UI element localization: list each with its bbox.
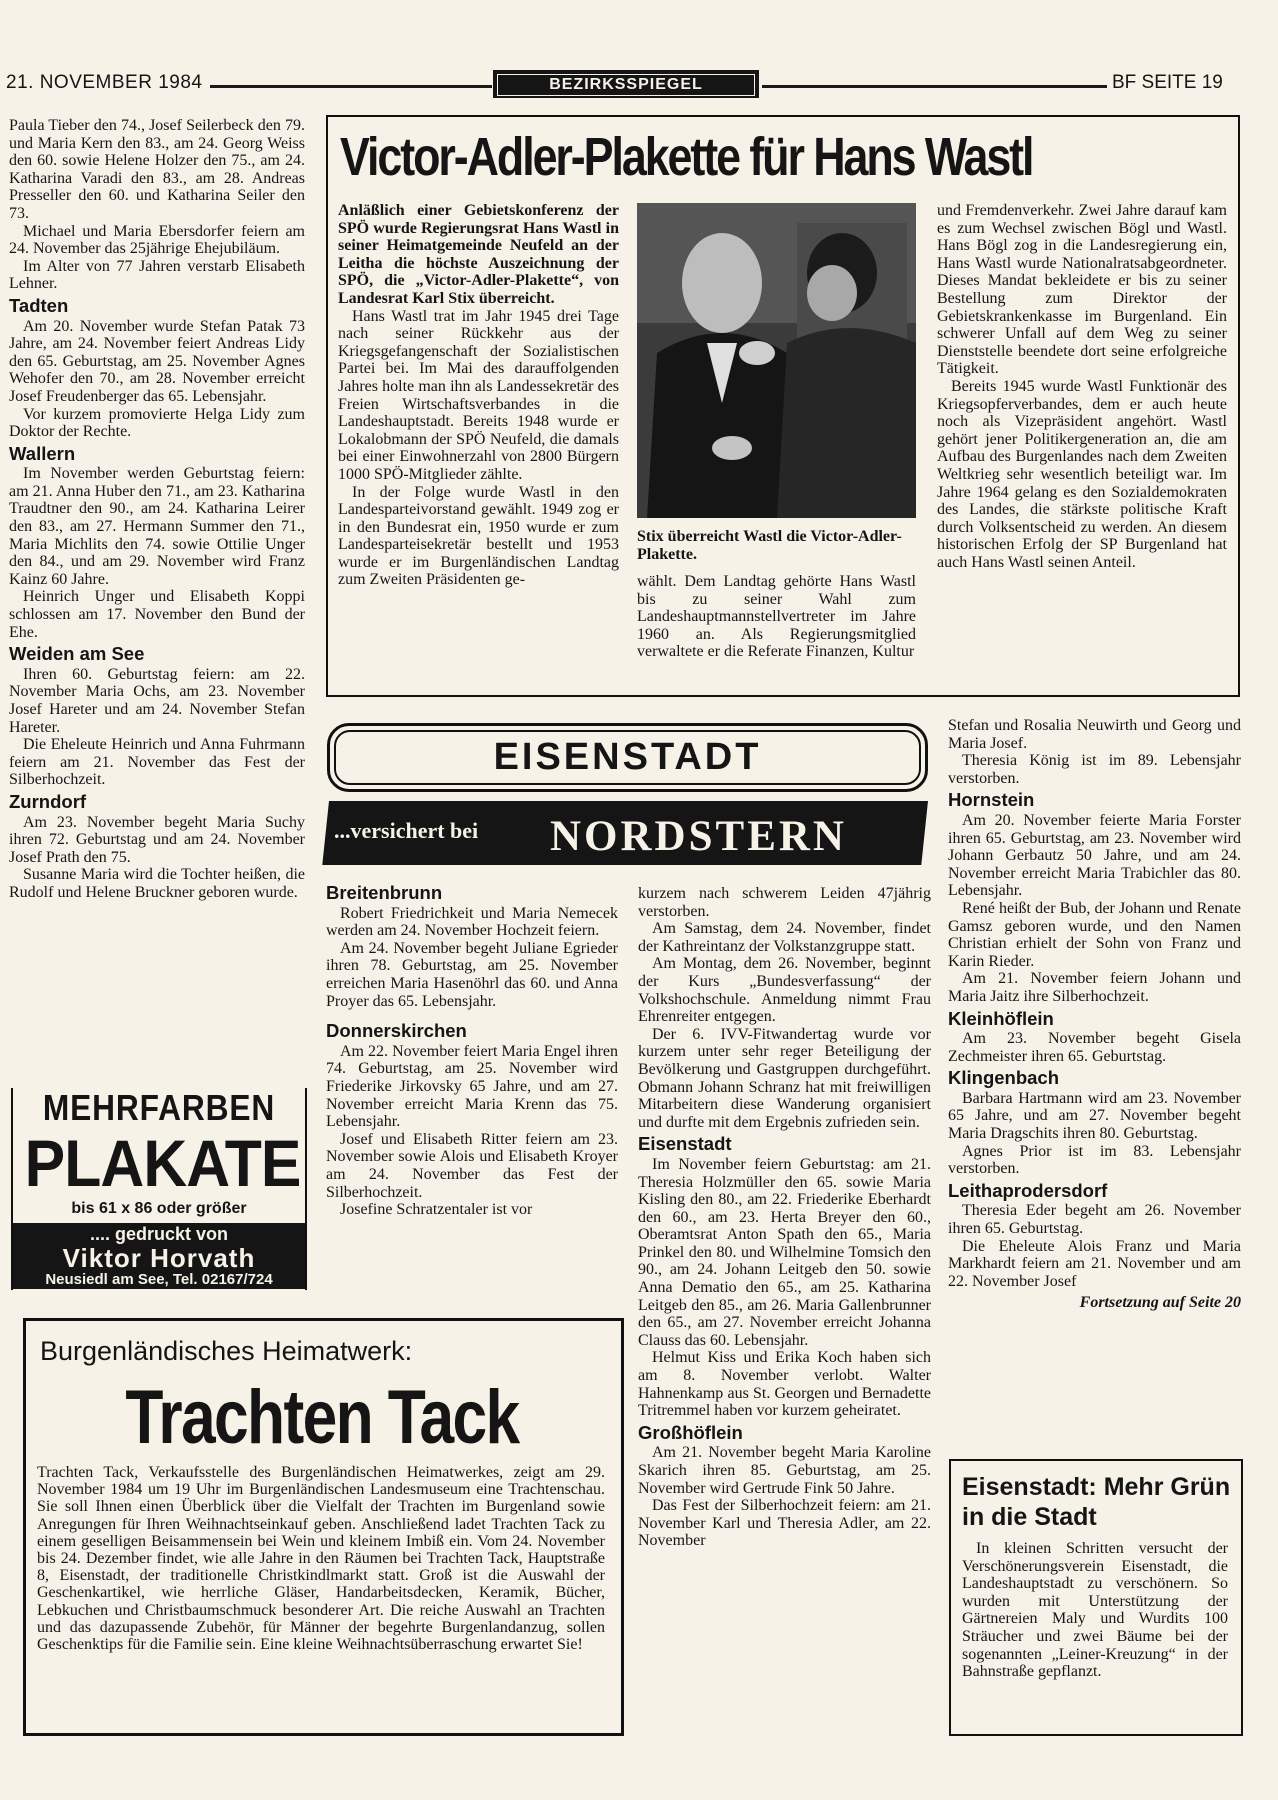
adler-headline: Victor-Adler-Plakette für Hans Wastl (340, 127, 1033, 187)
paragraph: Robert Friedrichkeit und Maria Nemecek werden am 24. November Hochzeit feiern. (326, 904, 618, 940)
plakate-line6: Neusiedl am See, Tel. 02167/724 (45, 1271, 273, 1288)
paragraph: Am 22. November feiert Maria Engel ihren 74. Geburtstag, am 25. November wird Friederike Jirkovsky 65 Jahre, und am 27. November erreicht Maria Krenn das 75. Lebensjahr. (326, 1042, 618, 1131)
paragraph: Das Fest der Silberhochzeit feiern: am 21. November Karl und Theresia Adler, am 22. November (638, 1497, 931, 1550)
adler-column-left (338, 202, 619, 589)
paragraph: und Fremdenverkehr. Zwei Jahre darauf kam es zum Wechsel zwischen Bögl und Wastl. Hans Bögl zog in die Landesregierung ein, Hans Wastl wurde Nationalratsabgeordneter. Dieses Mandat bekleidete er bis zu seiner Bestellung zum Direktor der Gebietskrankenkasse im Burgenland. Ein schwerer Unfall auf dem Weg zu seiner Dienststelle beendete dort seine erfolgreiche Tätigkeit. (937, 202, 1227, 378)
paragraph: Helmut Kiss und Erika Koch haben sich am 8. November verlobt. Walter Hahnenkamp aus St. Georgen und Bernadette Tritremmel haben vor kurzem geheiratet. (638, 1349, 931, 1420)
adler-column-mid (637, 573, 916, 661)
paragraph: Susanne Maria wird die Tochter heißen, die Rudolf und Helene Bruckner geboren wurde. (9, 866, 305, 901)
paragraph: Die Eheleute Heinrich und Anna Fuhrmann feiern am 21. November das Fest der Silberhochzeit. (9, 736, 305, 789)
section-heading: Weiden am See (9, 643, 145, 665)
photo-illustration (637, 203, 916, 518)
adler-photo (637, 203, 916, 518)
paragraph: Am Samstag, dem 24. November, findet der Kathreintanz der Volkstanzgruppe statt. (638, 920, 931, 955)
section-heading: Kleinhöflein (948, 1007, 1054, 1029)
section-label-box (493, 70, 759, 98)
plakate-line2: PLAKATE (24, 1126, 301, 1200)
plakate-printer-block (13, 1223, 305, 1289)
plakate-line1: MEHRFARBEN (42, 1087, 276, 1128)
paragraph: Heinrich Unger und Elisabeth Koppi schlossen am 17. November den Bund der Ehe. (9, 588, 305, 641)
paragraph: Am 21. November feiern Johann und Maria Jaitz ihre Silberhochzeit. (948, 970, 1241, 1005)
column-4 (948, 717, 1241, 1312)
paragraph: Hans Wastl trat im Jahr 1945 drei Tage nach seiner Rückkehr aus der Kriegsgefangenschaft der Sozialistischen Partei bei. Im Mai des darauffolgenden Jahres holte man ihn als Landessekretär des Freien Wirtschaftsverbandes in die Landeshauptstadt. Bereits 1948 wurde er Lokalobmann der SPÖ Neufeld, die damals bei einer Einwohnerzahl von 2800 Bürgern 1000 SPÖ-Mitglieder zählte. (338, 307, 619, 483)
section-heading: Zurndorf (9, 790, 87, 812)
paragraph: Theresia König ist im 89. Lebensjahr verstorben. (948, 752, 1241, 787)
section-heading: Wallern (9, 442, 76, 464)
paragraph: Josef und Elisabeth Ritter feiern am 23. November sowie Alois und Elisabeth Kroyer am 24. November das Fest der Silberhochzeit. (326, 1130, 618, 1201)
adler-column-right (937, 202, 1227, 571)
adler-lead: Anläßlich einer Gebietskonferenz der SPÖ wurde Regierungsrat Hans Wastl in seiner Heimatgemeinde Neufeld an der Leitha die höchste Auszeichnung der SPÖ, die „Victor-Adler-Plakette“, von Landesrat Karl Stix überreicht. (338, 202, 619, 307)
paragraph: Im November werden Geburtstag feiern: am 21. Anna Huber den 71., am 23. Katharina Traudtner den 90., am 24. Katharina Leirer den 83., am 27. Hermann Summer den 71., Maria Michlits den 74. sowie Ottilie Unger den 84., und am 29. November wird Franz Kainz 60 Jahre. (9, 465, 305, 588)
paragraph: Bereits 1945 wurde Wastl Funktionär des Kriegsopferverbandes, dem er auch heute noch als Vizepräsident angehört. Wastl gehört jener Politikergeneration an, die am Aufbau des Burgenlandes nach dem Zweiten Weltkrieg sehr wesentlich beteiligt war. Im Jahre 1964 gelang es den Sozialdemokraten des Landes, die stärkste politische Kraft durch Volksentscheid zu werden. An diesem historischen Erfolg der SP Burgenland hat auch Hans Wastl seinen Anteil. (937, 377, 1227, 571)
paragraph: Die Eheleute Alois Franz und Maria Markhardt feiern am 21. November und am 22. November Josef (948, 1237, 1241, 1290)
gruen-title: Eisenstadt: Mehr Grün in die Stadt (962, 1473, 1231, 1531)
paragraph: Barbara Hartmann wird am 23. November 65 Jahre, und am 27. November begeht Maria Dragschits ihren 80. Geburtstag. (948, 1089, 1241, 1143)
paragraph: Ihren 60. Geburtstag feiern: am 22. November Maria Ochs, am 23. November Josef Hareter und am 24. November Stefan Hareter. (9, 665, 305, 736)
column-2 (326, 880, 618, 1219)
paragraph: Josefine Schratzentaler ist vor (340, 1201, 533, 1219)
paragraph: Stefan und Rosalia Neuwirth und Georg und Maria Josef. (948, 717, 1241, 752)
trachten-text: Trachten Tack, Verkaufsstelle des Burgenländischen Heimatwerkes, zeigt am 29. November 1984 um 19 Uhr im Burgenländischen Landesmuseum eine Trachtenschau. Sie soll Ihnen einen Überblick über die Vielfalt der Trachten im Burgenland sowie Anregungen für Ihren Weihnachtseinkauf geben. Anschließend ladet Trachten Tack zu einem geselligen Beisammensein bei Wein und kleinem Imbiß ein. Vom 24. November bis 24. Dezember findet, wie alle Jahre in den Räumen bei Trachten Tack, Hauptstraße 8, Eisenstadt, der traditionelle Christkindlmarkt statt. Groß ist die Auswahl der Geschenkartikel, wie herrliche Gläser, Handarbeitsdecken, Keramik, Bücher, Lebkuchen und Christbaumschmuck besonderer Art. Die reiche Auswahl an Trachten und das dazupassende Zubehör, für Männer der begehrte Burgenlandanzug, sollen Geschenktips für die Familie sein. Eine kleine Weihnachtsüberraschung erwartet Sie! (37, 1464, 605, 1654)
paragraph: Im November feiern Geburtstag: am 21. Theresia Holzmüller den 65. sowie Maria Kisling den 80., am 22. Friederike Eberhardt den 60., am 23. Herta Breyer den 60., Oberamtsrat Anton Spath den 65., Maria Prinkel den 80. und Wilhelmine Tomsich den 90., am 24. Johann Leitgeb den 50. sowie Anna Dematio den 65., am 25. Katharina Leitgeb den 85., am 26. Maria Gallenbrunner den 65., am 27. November erreicht Johanna Clauss das 60. Lebensjahr. (638, 1155, 931, 1349)
continuation-note: Fortsetzung auf Seite 20 (1079, 1294, 1241, 1312)
paragraph: Vor kurzem promovierte Helga Lidy zum Doktor der Rechte. (9, 405, 305, 441)
paragraph: René heißt der Bub, der Johann und Renate Gamsz geboren wurde, und den Namen Christian erhielt der Sohn von Franz und Karin Rieder. (948, 899, 1241, 970)
nordstern-big: NORDSTERN (550, 813, 847, 860)
section-heading: Donnerskirchen (326, 1020, 467, 1042)
header-rule-left (210, 85, 492, 88)
section-heading: Leithaprodersdorf (948, 1179, 1108, 1201)
paragraph: Der 6. IVV-Fitwandertag wurde vor kurzem unter sehr reger Beteiligung der Bevölkerung und Gastgruppen durchgeführt. Obmann Johann Schranz hat mit freiwilligen Mitarbeitern diese Wanderung organisiert und durfte mit dem Ergebnis zufrieden sein. (638, 1025, 931, 1131)
section-heading: Großhöflein (638, 1421, 743, 1443)
paragraph: Am Montag, dem 26. November, beginnt der Kurs „Bundesverfassung“ der Volkshochschule. Anmeldung nimmt Frau Ehrenreiter entgegen. (638, 955, 931, 1026)
plakate-line4: .... gedruckt von (89, 1224, 229, 1244)
paragraph: Paula Tieber den 74., Josef Seilerbeck den 79. und Maria Kern den 83., am 24. Georg Weiss den 60. sowie Helene Holzer den 75., am 24. Katharina Varadi den 83., am 28. Andreas Presseller den 60. und Katharina Seiler den 73. (9, 117, 305, 222)
section-heading: Hornstein (948, 789, 1035, 811)
section-heading: Breitenbrunn (326, 882, 443, 903)
section-heading: Tadten (9, 294, 69, 316)
eisenstadt-banner (327, 723, 928, 792)
paragraph: wählt. Dem Landtag gehörte Hans Wastl bis zu seiner Wahl zum Landeshauptmannstellvertreter im Jahre 1960 an. Als Regierungsmitglied verwaltete er die Referate Finanzen, Kultur (637, 573, 916, 661)
plakate-line5: Viktor Horvath (62, 1243, 256, 1273)
paragraph: Im Alter von 77 Jahren verstarb Elisabeth Lehner. (9, 257, 305, 293)
column-3 (638, 885, 931, 1550)
gruen-text: In kleinen Schritten versucht der Verschönerungsverein Eisenstadt, die Landeshauptstadt zu verschönern. So wurden mit Unterstützung der Gärtnereien Maly und Wurdits 100 Sträucher und zwei Bäume bei der sogenannten „Leiner-Kreuzung“ in der Bahnstraße gepflanzt. (962, 1540, 1228, 1681)
plakate-line3: bis 61 x 86 oder größer (71, 1200, 247, 1217)
paragraph: Am 20. November feierte Maria Forster ihren 65. Geburtstag, am 23. November wird Johann Gerbautz 50 Jahre, und am 24. November erreicht Maria Trabichler das 80. Lebensjahr. (948, 811, 1241, 900)
section-heading: Eisenstadt (638, 1133, 732, 1155)
column-1 (9, 117, 305, 902)
section-heading: Klingenbach (948, 1067, 1060, 1089)
photo-caption: Stix überreicht Wastl die Victor-Adler-Plakette. (637, 528, 902, 563)
section-label: BEZIRKSSPIEGEL (497, 74, 755, 96)
page-number: BF SEITE 19 (1112, 72, 1223, 93)
paragraph: Am 21. November begeht Maria Karoline Skarich ihren 85. Geburtstag, am 25. November wird Gertrude Fink 50 Jahre. (638, 1444, 931, 1497)
paragraph: Am 23. November begeht Maria Suchy ihren 72. Geburtstag und am 24. November Josef Prath den 75. (9, 813, 305, 866)
paragraph: Theresia Eder begeht am 26. November ihren 65. Geburtstag. (948, 1202, 1241, 1238)
paragraph: Am 20. November wurde Stefan Patak 73 Jahre, am 24. November feiert Andreas Lidy den 65. Geburtstag, am 25. November Agnes Wehofer den 70., am 28. November erreicht Josef Freudenberger das 65. Lebensjahr. (9, 317, 305, 405)
paragraph: Agnes Prior ist im 83. Lebensjahr verstorben. (948, 1142, 1241, 1178)
plakate-ad (11, 1088, 307, 1290)
header-rule-right (762, 85, 1107, 88)
paragraph: Michael und Maria Ebersdorfer feiern am 24. November das 25jährige Ehejubiläum. (9, 222, 305, 258)
trachten-title: Trachten Tack (125, 1375, 519, 1460)
eisenstadt-banner-title: EISENSTADT (493, 736, 762, 778)
paragraph: kurzem nach schwerem Leiden 47jährig verstorben. (638, 885, 931, 920)
paragraph: Am 24. November begeht Juliane Egrieder ihren 78. Geburtstag, am 25. November erreichen Maria Hasenöhrl das 60. und Anna Proyer das 65. Lebensjahr. (326, 939, 618, 1010)
nordstern-small: ...versichert bei (334, 818, 479, 843)
paragraph: Am 23. November begeht Gisela Zechmeister ihren 65. Geburtstag. (948, 1030, 1241, 1065)
issue-date: 21. NOVEMBER 1984 (6, 72, 203, 93)
trachten-kicker: Burgenländisches Heimatwerk: (40, 1336, 413, 1366)
paragraph: In der Folge wurde Wastl in den Landesparteivorstand gewählt. 1949 zog er in den Bundesrat ein, 1950 wurde er zum Landesparteisekretär bestellt und 1953 wurde er im Burgenländischen Landtag zum Zweiten Präsidenten ge- (338, 483, 619, 589)
